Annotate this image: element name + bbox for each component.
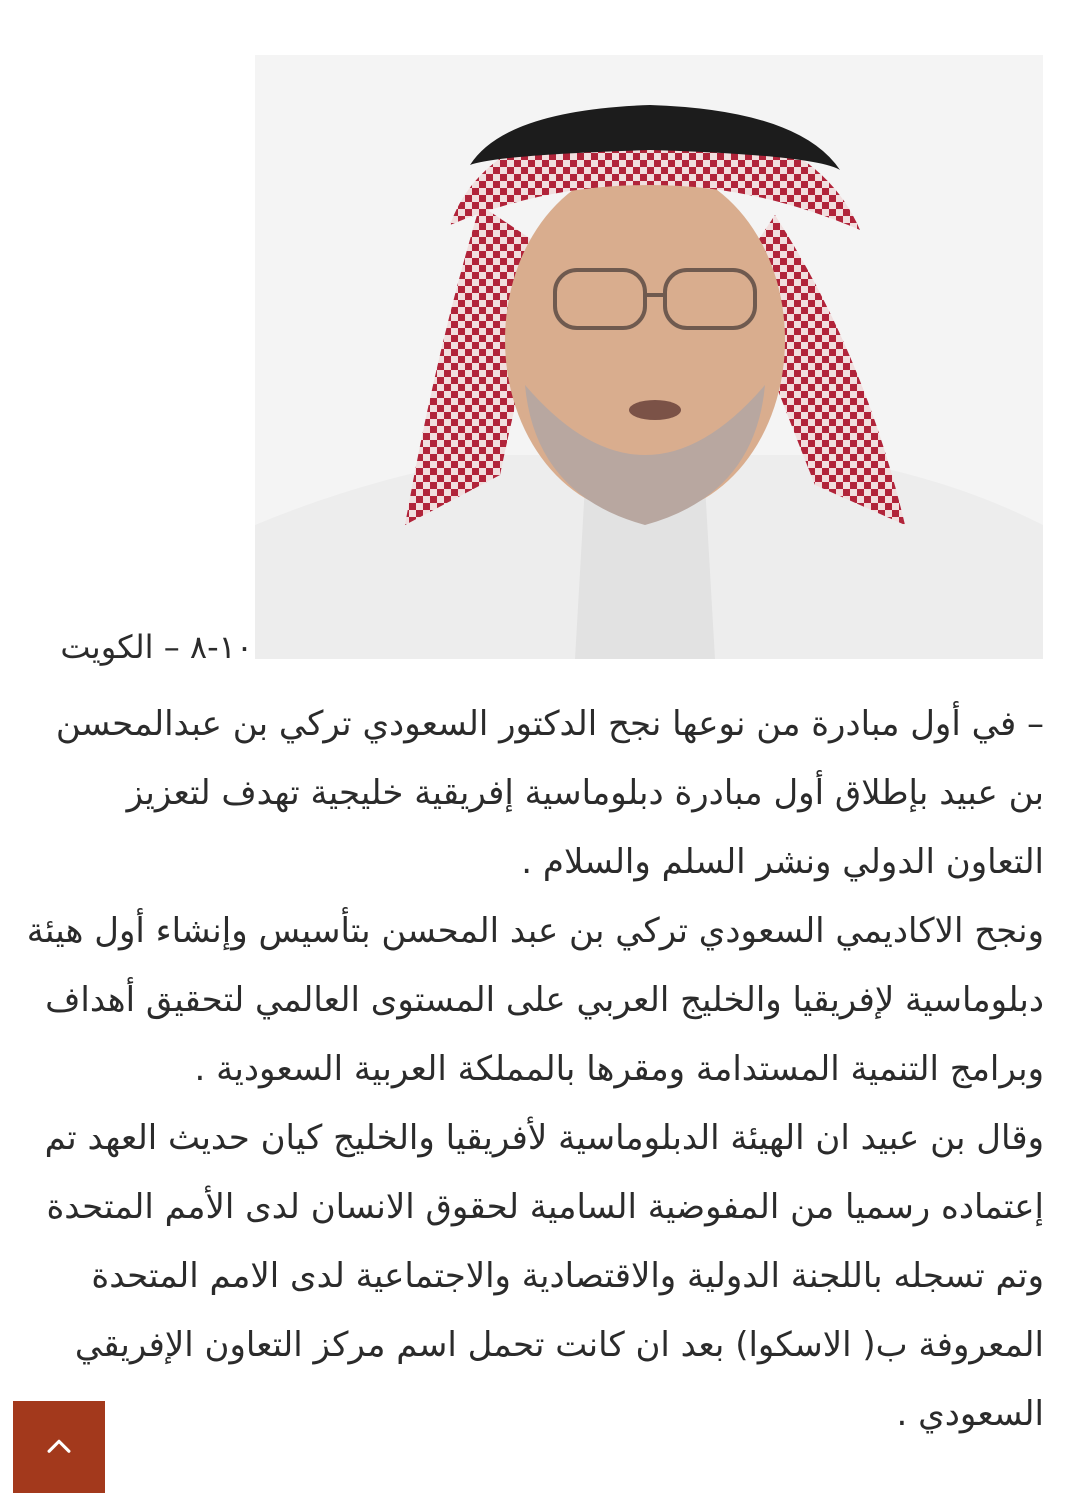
article-photo <box>255 55 1043 659</box>
article-body <box>24 690 1044 1449</box>
article-paragraph: وقال بن عبيد ان الهيئة الدبلوماسية لأفريقيا والخليج كيان حديث العهد تم إعتماده رسميا من المفوضية السامية لحقوق الانسان لدى الأمم المتحدة وتم تسجله باللجنة الدولية والاقتصادية والاجتماعية لدى الامم المتحدة المعروفة ب( الاسكوا) بعد ان كانت تحمل اسم مركز التعاون الإفريقي السعودي . <box>44 1118 1044 1434</box>
article-paragraph: ونجح الاكاديمي السعودي تركي بن عبد المحسن بتأسيس وإنشاء أول هيئة دبلوماسية لإفريقيا والخليج العربي على المستوى العالمي لتحقيق أهداف وبرامج التنمية المستدامة ومقرها بالمملكة العربية السعودية . <box>26 911 1044 1089</box>
article-paragraph: – في أول مبادرة من نوعها نجح الدكتور السعودي تركي بن عبدالمحسن بن عبيد بإطلاق أول مبادرة دبلوماسية إفريقية خليجية تهدف لتعزيز التعاون الدولي ونشر السلم والسلام . <box>55 704 1044 882</box>
scroll-to-top-button[interactable] <box>13 1401 105 1493</box>
chevron-up-icon <box>42 1430 76 1464</box>
dateline: ١٠-٨ – الكويت <box>60 628 253 666</box>
